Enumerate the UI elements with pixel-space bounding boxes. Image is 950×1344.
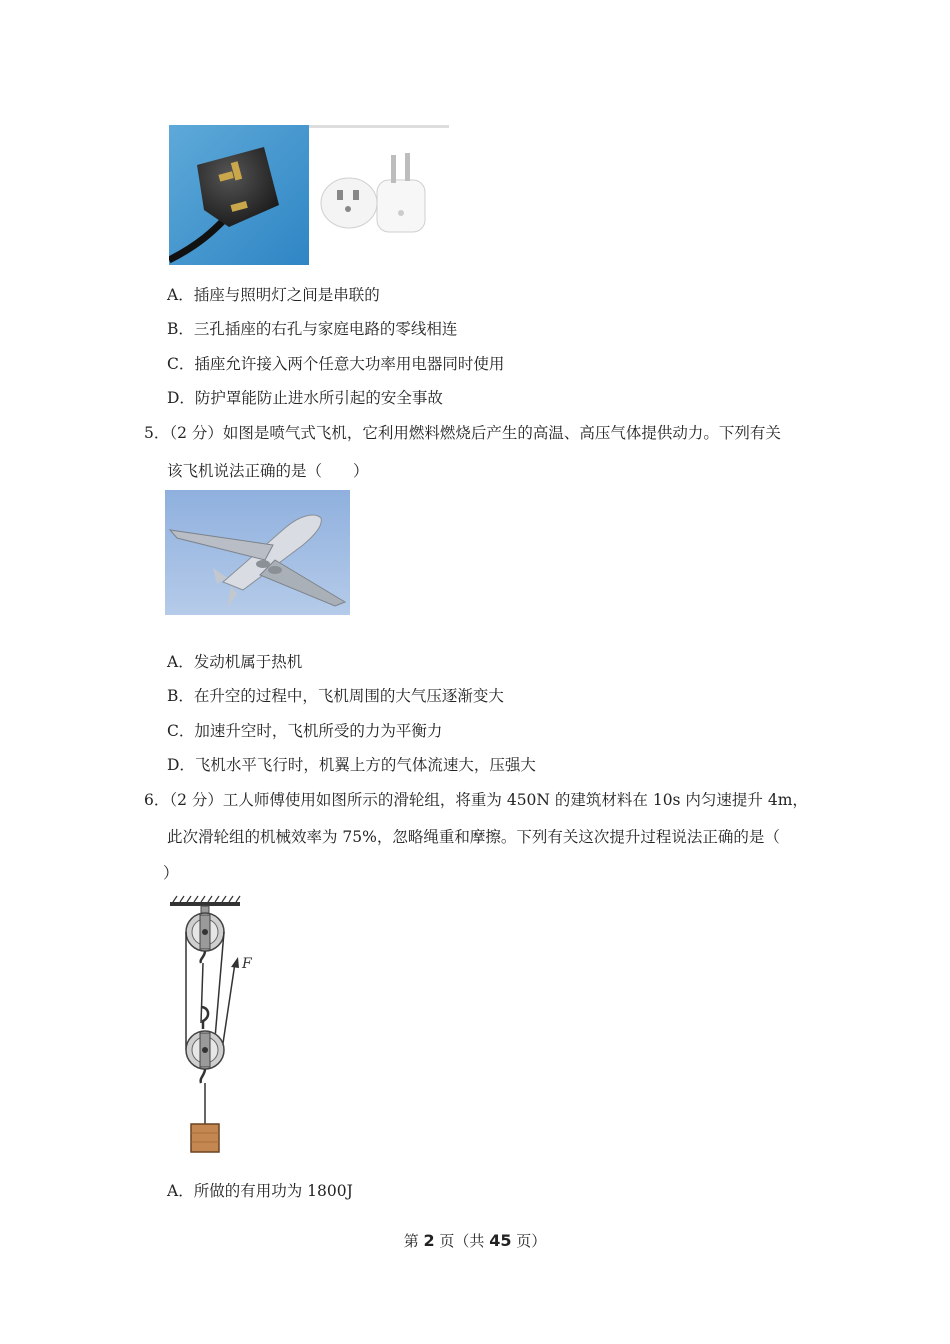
- q5-option-d: D．飞机水平飞行时，机翼上方的气体流速大，压强大: [167, 756, 536, 774]
- q5-option-c: C．加速升空时，飞机所受的力为平衡力: [167, 722, 443, 740]
- q5-stem-line1: 5．（2 分）如图是喷气式飞机，它利用燃料燃烧后产生的高温、高压气体提供动力。下列有关: [144, 424, 781, 442]
- page-footer: [0, 1230, 950, 1251]
- force-label: F: [242, 956, 252, 972]
- q5-option-b: B．在升空的过程中，飞机周围的大气压逐渐变大: [167, 687, 504, 705]
- q5-option-a: A．发动机属于热机: [167, 653, 303, 671]
- q4-option-c: C．插座允许接入两个任意大功率用电器同时使用: [167, 355, 505, 373]
- footer-suffix: 页）: [516, 1232, 547, 1250]
- q4-option-a: A．插座与照明灯之间是串联的: [167, 286, 380, 304]
- footer-total-pages: 45: [489, 1231, 512, 1250]
- footer-page-number: 2: [423, 1231, 435, 1250]
- q6-stem-line2: 此次滑轮组的机械效率为 75%，忽略绳重和摩擦。下列有关这次提升过程说法正确的是（: [167, 828, 780, 846]
- q6-stem-line3: ）: [163, 864, 179, 882]
- q6-option-a: A．所做的有用功为 1800J: [167, 1182, 353, 1200]
- footer-middle: 页（共: [439, 1232, 485, 1250]
- q5-stem-line2: 该飞机说法正确的是（ ）: [167, 462, 369, 480]
- pulley-diagram: [165, 895, 275, 1157]
- airplane-photo: [165, 490, 350, 615]
- plug-photo: [169, 125, 449, 265]
- q4-option-b: B．三孔插座的右孔与家庭电路的零线相连: [167, 320, 458, 338]
- q6-stem-line1: 6．（2 分）工人师傅使用如图所示的滑轮组，将重为 450N 的建筑材料在 10s 内匀速提升 4m，: [144, 791, 808, 809]
- footer-prefix: 第: [403, 1232, 419, 1250]
- q4-option-d: D．防护罩能防止进水所引起的安全事故: [167, 389, 443, 407]
